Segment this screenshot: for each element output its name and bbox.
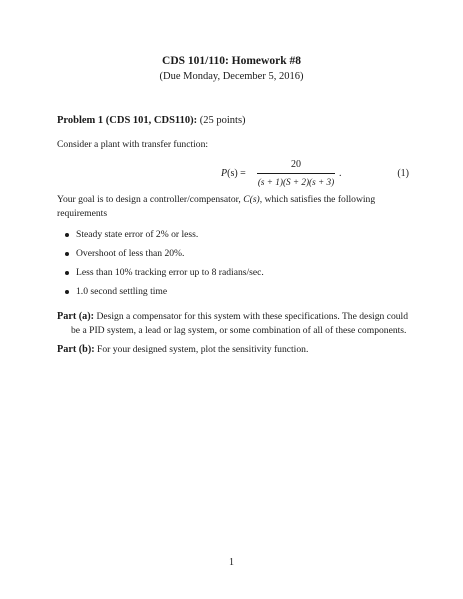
equation-period: . — [339, 168, 342, 179]
due-date: (Due Monday, December 5, 2016) — [159, 71, 304, 82]
equation-denominator: (s + 1)(S + 2)(s + 3) — [257, 177, 335, 187]
part-b — [57, 343, 409, 357]
problem-heading — [57, 115, 246, 126]
requirement-item: Less than 10% tracking error up to 8 radians/sec. — [64, 266, 404, 285]
intro-paragraph: Consider a plant with transfer function: — [57, 139, 209, 150]
equation-lhs — [221, 168, 246, 179]
equation-fraction — [257, 158, 335, 189]
goal-text-after: , which satisfies the following requirements — [57, 194, 376, 219]
problem-title: Problem 1 (CDS 101, CDS110): — [57, 115, 198, 126]
transfer-function-equation — [57, 158, 409, 194]
equation-lhs-symbol: P — [221, 168, 228, 179]
goal-paragraph — [57, 193, 409, 221]
part-a-text-line1: Design a compensator for this system with these specifications. The design could — [96, 311, 409, 322]
fraction-bar — [257, 173, 335, 174]
equation-number: (1) — [397, 168, 409, 179]
equation-numerator: 20 — [291, 159, 301, 170]
problem-points: (25 points) — [199, 115, 246, 126]
equation-lhs-arg: (s) = — [227, 168, 246, 179]
part-a-label: Part (a): — [57, 311, 95, 322]
requirement-item: Steady state error of 2% or less. — [64, 228, 404, 247]
part-b-text: For your designed system, plot the sensitivity function. — [97, 344, 309, 355]
requirements-list — [64, 228, 404, 304]
part-a — [57, 310, 409, 338]
requirement-item: 1.0 second settling time — [64, 285, 404, 304]
part-a-text-line2: be a PID system, a lead or lag system, or some combination of all of these components. — [71, 325, 407, 336]
part-b-label: Part (b): — [57, 344, 95, 355]
requirement-item: Overshoot of less than 20%. — [64, 247, 404, 266]
page-number: 1 — [229, 557, 234, 568]
goal-text-before: Your goal is to design a controller/compensator, — [57, 194, 244, 205]
goal-symbol: C(s) — [243, 194, 260, 205]
document-title: CDS 101/110: Homework #8 — [162, 55, 301, 67]
